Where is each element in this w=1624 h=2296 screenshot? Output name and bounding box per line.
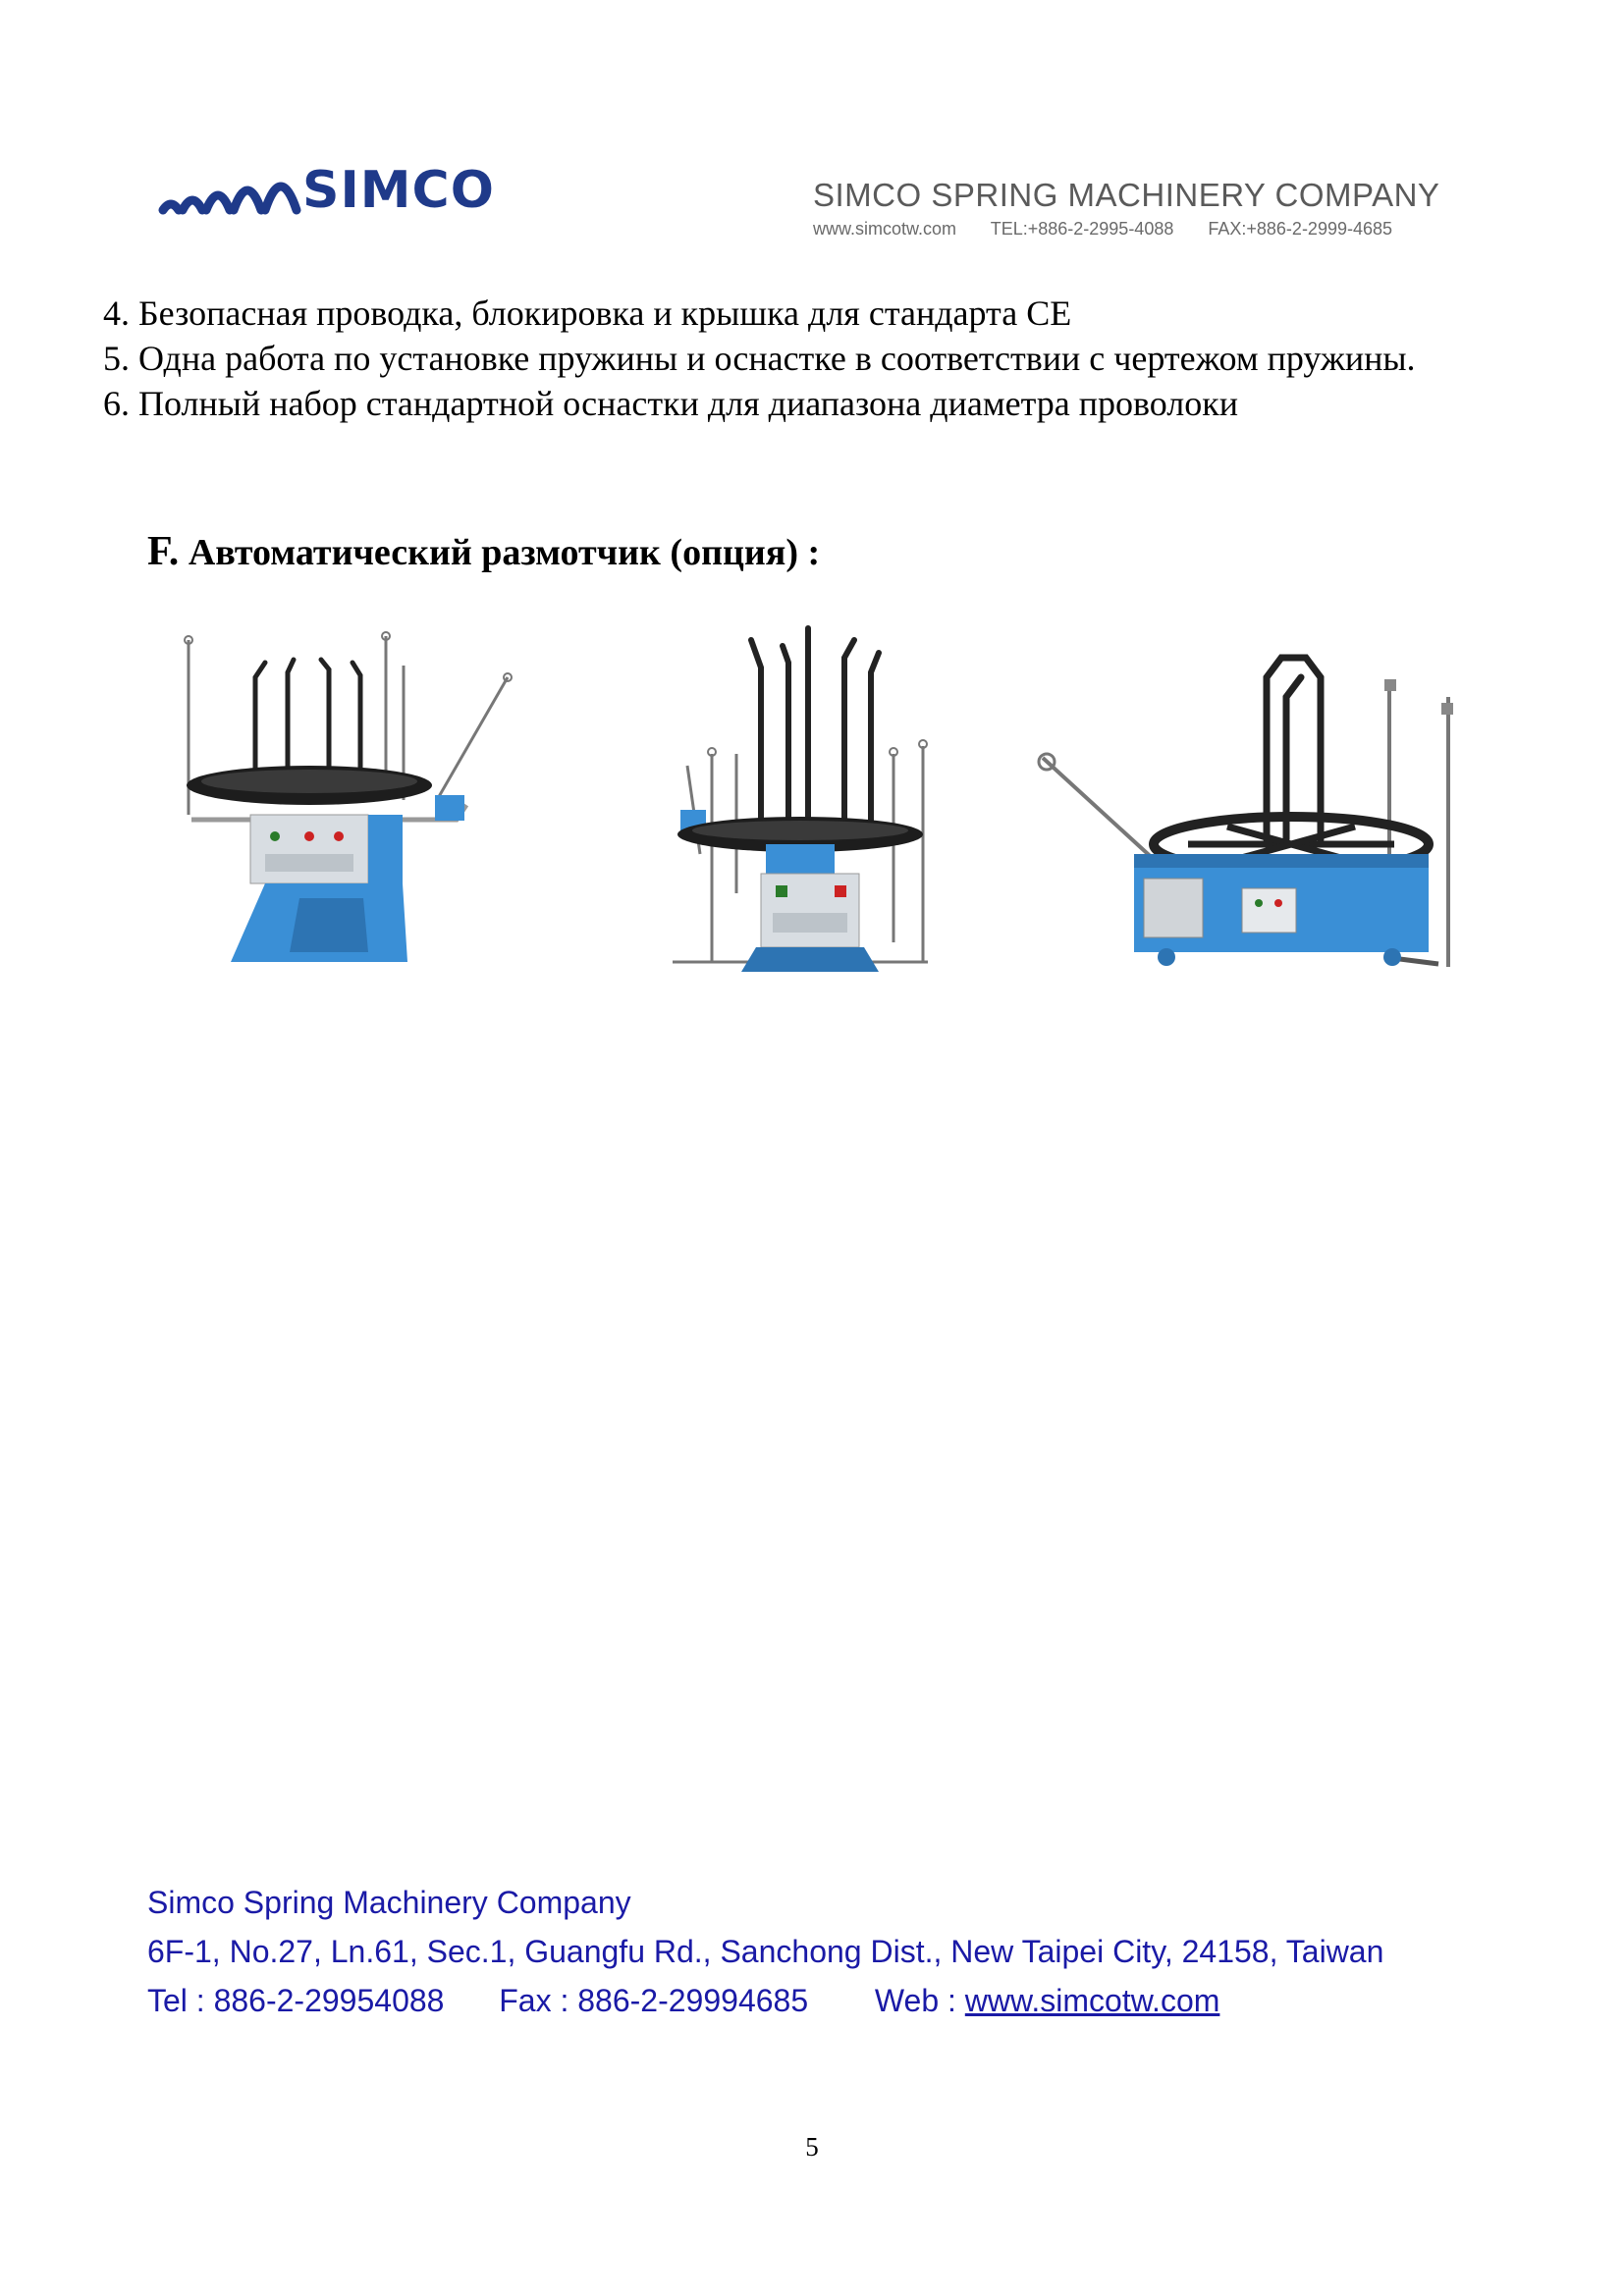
- feature-item-4: 4. Безопасная проводка, блокировка и крышка для стандарта CE: [103, 294, 1072, 333]
- footer-address: 6F-1, No.27, Ln.61, Sec.1, Guangfu Rd., Sanchong Dist., New Taipei City, 24158, Taiwan: [147, 1934, 1384, 1969]
- footer-company: Simco Spring Machinery Company: [147, 1885, 631, 1920]
- logo-text: SIMCO: [302, 161, 495, 220]
- section-heading: [147, 528, 820, 575]
- page-number: 5: [805, 2132, 819, 2162]
- footer-tel: Tel : 886-2-29954088: [147, 1983, 445, 2018]
- section-letter: F.: [147, 529, 180, 574]
- decoiler-machine-3-image: [1031, 618, 1463, 991]
- header-fax: FAX:+886-2-2999-4685: [1208, 219, 1393, 239]
- logo-waves-icon: [157, 159, 304, 222]
- footer-web-link[interactable]: www.simcotw.com: [964, 1983, 1220, 2018]
- footer-fax: Fax : 886-2-29994685: [499, 1983, 809, 2018]
- header-tel: TEL:+886-2-2995-4088: [990, 219, 1174, 239]
- decoiler-machine-2-image: [653, 618, 947, 982]
- header-contact-line: [813, 219, 1422, 240]
- section-title: Автоматический размотчик (опция) :: [188, 532, 821, 573]
- feature-item-6: 6. Полный набор стандартной оснастки для диапазона диаметра проволоки: [103, 384, 1238, 423]
- footer-web-label: Web :: [874, 1983, 965, 2018]
- feature-item-5: 5. Одна работа по установке пружины и оснастке в соответствии с чертежом пружины.: [103, 339, 1416, 378]
- header-company-title: SIMCO SPRING MACHINERY COMPANY: [813, 177, 1440, 213]
- decoiler-machine-1-image: [172, 618, 535, 972]
- footer-contact-line: [147, 1983, 1219, 2019]
- header-website: www.simcotw.com: [813, 219, 957, 239]
